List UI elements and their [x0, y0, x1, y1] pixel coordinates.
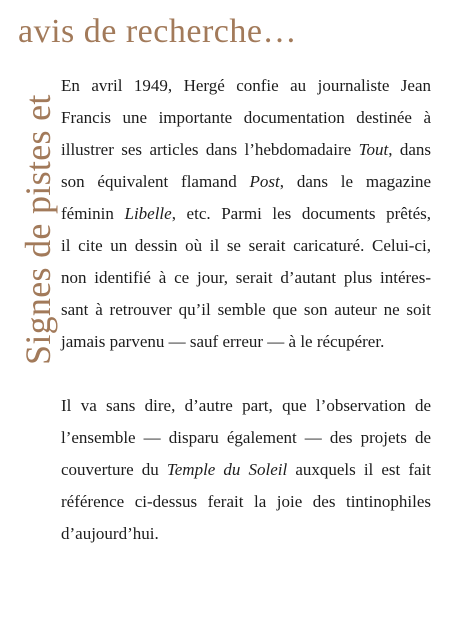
text-run: référence ci-dessus ferait la joie des tintinophiles	[61, 492, 431, 511]
text-line	[61, 326, 431, 358]
paragraph	[61, 390, 431, 550]
text-line	[61, 422, 431, 454]
text-line	[61, 166, 431, 198]
text-run: auxquels il est fait	[287, 460, 431, 479]
text-run: Francis une importante documentation destinée à	[61, 108, 431, 127]
text-line	[61, 262, 431, 294]
text-line	[61, 230, 431, 262]
italic-title: Post	[249, 172, 280, 191]
text-run: En avril 1949, Hergé confie au journaliste Jean	[61, 76, 431, 95]
text-run: couverture du	[61, 460, 167, 479]
text-run: féminin	[61, 204, 125, 223]
text-run: sant à retrouver qu’il semble que son auteur ne soit	[61, 300, 431, 319]
italic-title: Temple du Soleil	[166, 460, 288, 479]
text-run: , dans le magazine	[279, 172, 432, 191]
italic-title: Libelle	[124, 204, 172, 223]
text-run: illustrer ses articles dans l’hebdomadaire	[61, 140, 359, 159]
text-run: il cite un dessin où il se serait caricaturé. Celui-ci,	[61, 236, 431, 255]
text-line	[61, 198, 431, 230]
text-run: , etc. Parmi les documents prêtés,	[171, 204, 431, 223]
paragraph	[61, 70, 431, 358]
text-run: Il va sans dire, d’autre part, que l’observation de	[61, 396, 431, 415]
vertical-side-title: Signes de pistes et	[18, 94, 58, 365]
text-line	[61, 70, 431, 102]
text-line	[61, 454, 431, 486]
text-line	[61, 294, 431, 326]
text-run: d’aujourd’hui.	[61, 524, 159, 543]
text-line	[61, 102, 431, 134]
text-line	[61, 486, 431, 518]
page-heading: avis de recherche…	[18, 13, 297, 50]
text-line	[61, 134, 431, 166]
text-run: son équivalent flamand	[61, 172, 250, 191]
text-line	[61, 518, 431, 550]
text-run: , dans	[388, 140, 431, 159]
text-run: jamais parvenu — sauf erreur — à le récupérer.	[61, 332, 385, 351]
text-run: non identifié à ce jour, serait d’autant plus intéres-	[61, 268, 431, 287]
italic-title: Tout	[358, 140, 389, 159]
text-line	[61, 390, 431, 422]
text-run: l’ensemble — disparu également — des projets de	[61, 428, 431, 447]
body-text	[61, 70, 431, 550]
